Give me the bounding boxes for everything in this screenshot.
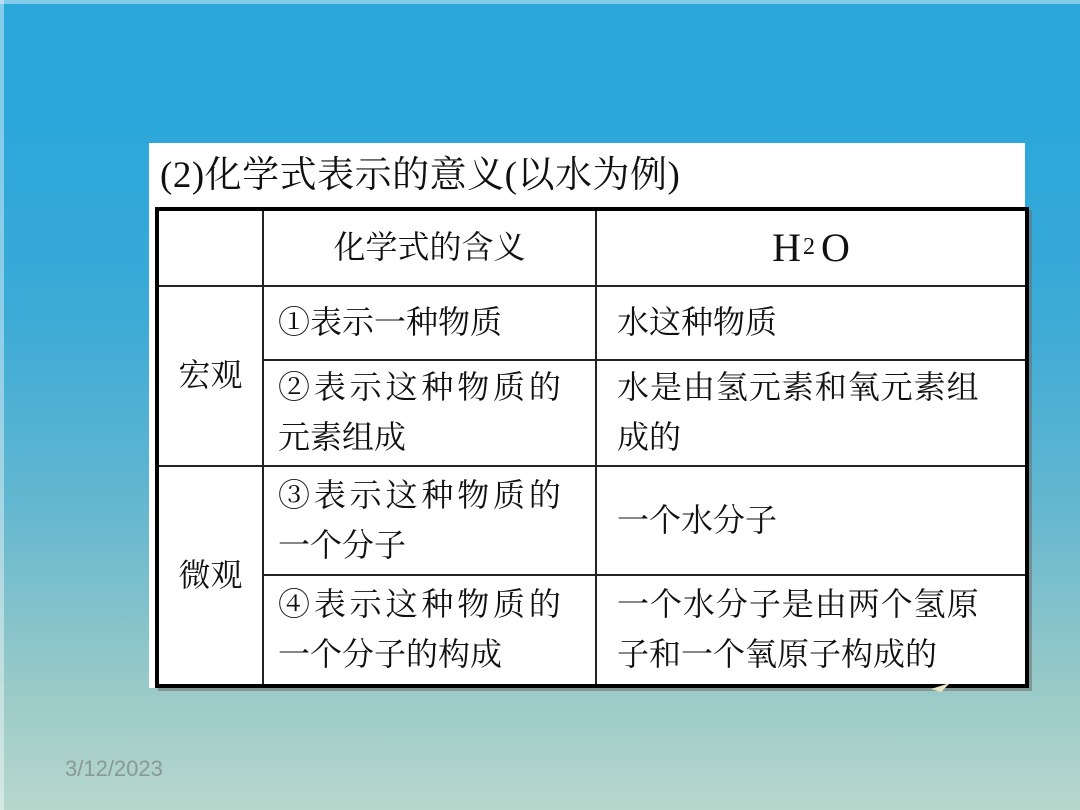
formula-subscript: 2 <box>803 234 815 261</box>
slide-title: (2)化学式表示的意义(以水为例) <box>160 155 681 196</box>
left-edge-highlight <box>0 0 4 810</box>
header-formula-h2o <box>597 211 1025 287</box>
cell-text: 元素组成 <box>278 419 407 455</box>
cell-text: 一个分子的构成 <box>278 636 503 672</box>
date-label: 3/12/2023 <box>65 756 163 781</box>
cell-text: 子和一个氧原子构成的 <box>617 636 938 672</box>
cell-example-4 <box>597 576 1025 684</box>
cell-example-1 <box>597 287 1025 361</box>
group-label-micro: 微观 <box>159 467 264 684</box>
cell-meaning-2 <box>264 361 597 467</box>
table-corner-cell <box>159 211 264 287</box>
cell-example-2 <box>597 361 1025 467</box>
cell-example-3 <box>597 467 1025 576</box>
cell-text: ①表示一种物质 <box>278 304 503 341</box>
cell-meaning-1 <box>264 287 597 361</box>
group-label-macro: 宏观 <box>159 287 264 467</box>
cell-text: ②表示这种物质的 <box>278 369 565 406</box>
cell-text: 一个水分子是由两个氢原 <box>617 586 980 623</box>
meaning-table <box>155 207 1029 688</box>
cell-text: 一个水分子 <box>617 501 778 538</box>
cell-text: 水是由氢元素和氧元素组 <box>617 369 980 406</box>
formula-h: H <box>772 225 801 270</box>
cell-text: 水这种物质 <box>617 304 778 341</box>
cell-text: 一个分子 <box>278 526 407 563</box>
header-meaning: 化学式的含义 <box>264 211 597 287</box>
cell-meaning-4 <box>264 576 597 684</box>
cell-text: 成的 <box>617 419 682 455</box>
top-edge-highlight <box>0 0 1080 4</box>
formula-o: O <box>821 225 850 270</box>
cell-meaning-3 <box>264 467 597 576</box>
cell-text: ④表示这种物质的 <box>278 586 565 623</box>
decorative-swoosh-icon <box>931 683 951 693</box>
content-panel <box>149 143 1025 688</box>
cell-text: ③表示这种物质的 <box>278 476 565 513</box>
